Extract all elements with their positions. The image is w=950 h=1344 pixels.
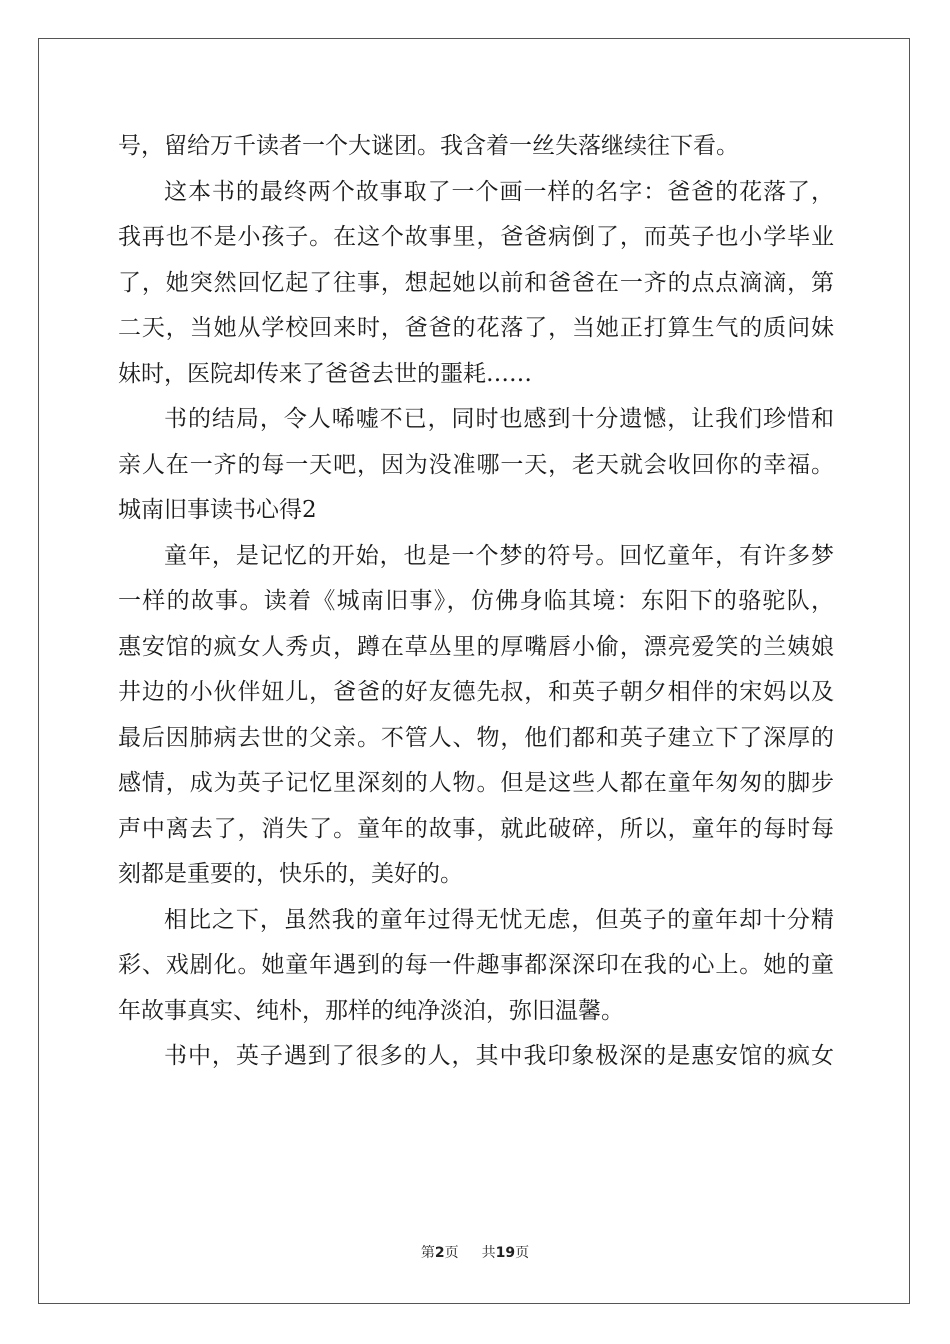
paragraph-line: 相比之下，虽然我的童年过得无忧无虑，但英子的童年却十分精 bbox=[164, 906, 834, 933]
paragraph-line: 亲人在一齐的每一天吧，因为没准哪一天，老天就会收回你的幸福。 bbox=[118, 451, 834, 478]
paragraph-line: 这本书的最终两个故事取了一个画一样的名字：爸爸的花落了， bbox=[164, 178, 834, 205]
paragraph-line: 书的结局，令人唏嘘不已，同时也感到十分遗憾，让我们珍惜和 bbox=[164, 406, 834, 432]
total-suffix: 页 bbox=[515, 1245, 530, 1261]
paragraph-line: 惠安馆的疯女人秀贞，蹲在草丛里的厚嘴唇小偷，漂亮爱笑的兰姨娘 bbox=[118, 633, 834, 660]
paragraph-line: 刻都是重要的，快乐的，美好的。 bbox=[118, 861, 463, 887]
page-suffix: 页 bbox=[444, 1245, 459, 1261]
paragraph-line: 年故事真实、纯朴，那样的纯净淡泊，弥旧温馨。 bbox=[118, 997, 624, 1024]
paragraph-line: 声中离去了，消失了。童年的故事，就此破碎，所以，童年的每时每 bbox=[118, 815, 834, 842]
paragraph-line: 感情，成为英子记忆里深刻的人物。但是这些人都在童年匆匆的脚步 bbox=[118, 770, 834, 796]
paragraph-line: 一样的故事。读着《城南旧事》，仿佛身临其境：东阳下的骆驼队， bbox=[118, 588, 834, 614]
document-body bbox=[118, 124, 834, 1080]
paragraph-line: 了，她突然回忆起了往事，想起她以前和爸爸在一齐的点点滴滴，第 bbox=[118, 269, 834, 296]
page-current: 2 bbox=[434, 1245, 445, 1261]
paragraph-line: 最后因肺病去世的父亲。不管人、物，他们都和英子建立下了深厚的 bbox=[118, 724, 834, 751]
paragraph-line: 号，留给万千读者一个大谜团。我含着一丝失落继续往下看。 bbox=[118, 133, 739, 159]
page-footer bbox=[0, 1242, 950, 1262]
page-total bbox=[482, 1242, 529, 1262]
section-heading: 城南旧事读书心得2 bbox=[118, 497, 317, 523]
paragraph-line: 二天，当她从学校回来时，爸爸的花落了，当她正打算生气的质问妹 bbox=[118, 315, 834, 341]
paragraph-line: 书中，英子遇到了很多的人，其中我印象极深的是惠安馆的疯女 bbox=[164, 1043, 834, 1069]
paragraph-line: 童年，是记忆的开始，也是一个梦的符号。回忆童年，有许多梦 bbox=[164, 542, 834, 569]
page-total-number: 19 bbox=[495, 1245, 516, 1261]
paragraph-line: 妹时，医院却传来了爸爸去世的噩耗…… bbox=[118, 360, 532, 387]
paragraph-line: 井边的小伙伴妞儿，爸爸的好友德先叔，和英子朝夕相伴的宋妈以及 bbox=[118, 679, 834, 705]
page-prefix: 第 bbox=[420, 1245, 435, 1261]
page-number bbox=[421, 1242, 459, 1262]
paragraph-line: 我再也不是小孩子。在这个故事里，爸爸病倒了，而英子也小学毕业 bbox=[118, 224, 834, 250]
paragraph-line: 彩、戏剧化。她童年遇到的每一件趣事都深深印在我的心上。她的童 bbox=[118, 952, 834, 978]
total-prefix: 共 bbox=[481, 1245, 496, 1261]
